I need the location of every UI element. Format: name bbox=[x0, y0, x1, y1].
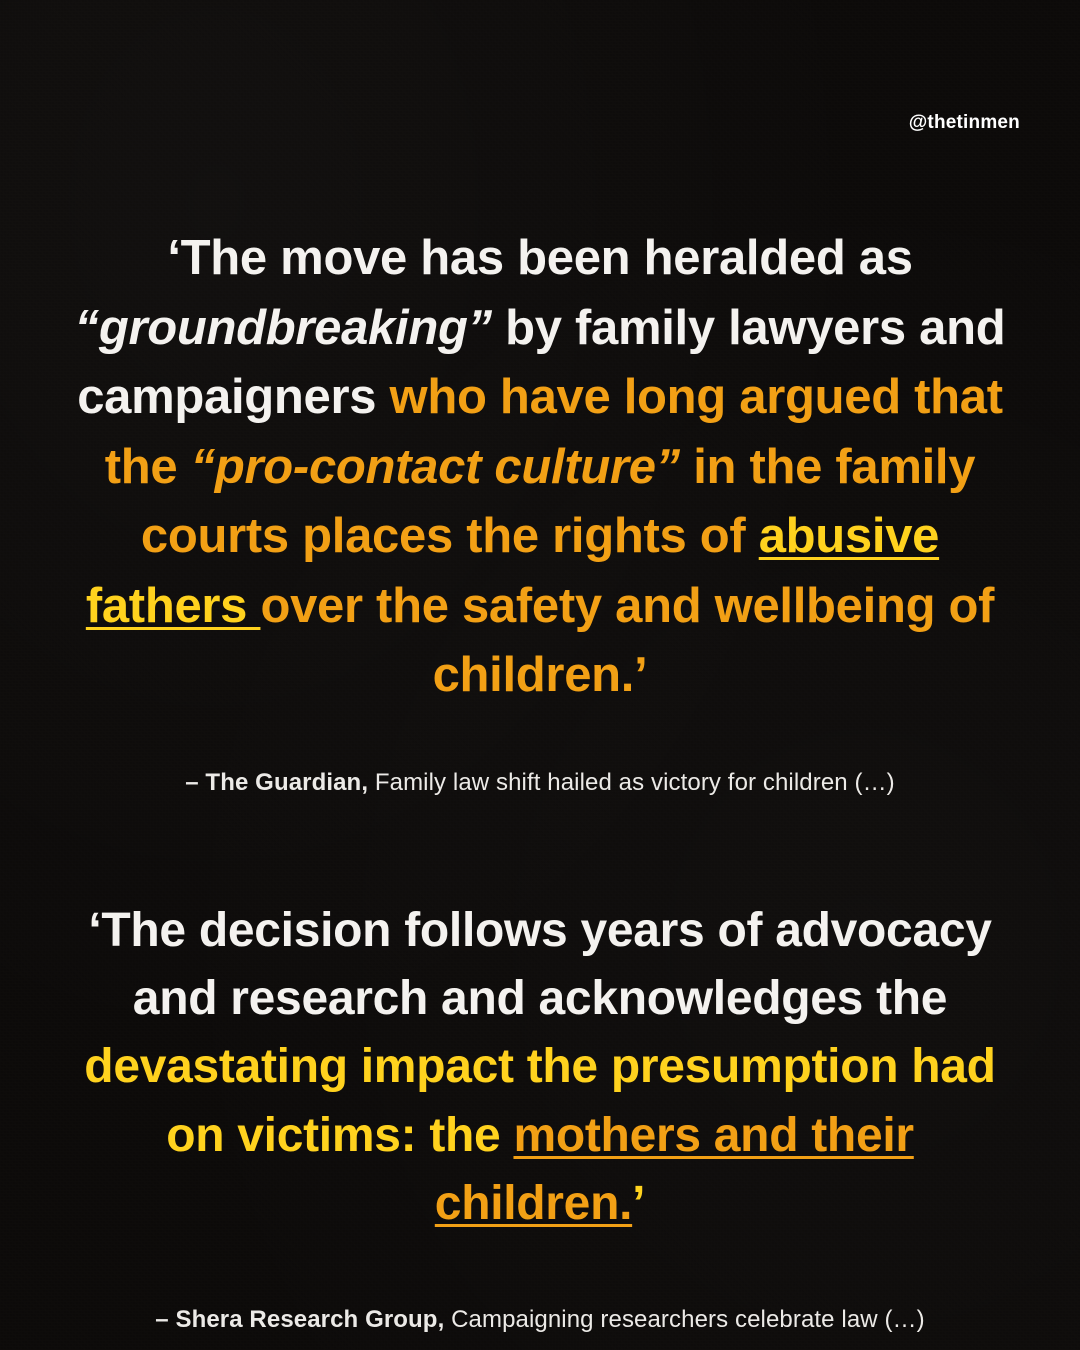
quote-segment: ’ bbox=[632, 1176, 646, 1230]
attribution-headline-shera: Campaigning researchers celebrate law (…) bbox=[444, 1305, 925, 1333]
quote-block-shera bbox=[60, 897, 1020, 1334]
quote-segment: ‘The decision follows years of advocacy and research and acknowledges the bbox=[88, 904, 992, 1026]
attribution-guardian bbox=[60, 769, 1020, 797]
quote-segment: over the safety and wellbeing of children.’ bbox=[260, 578, 995, 703]
quote-separator bbox=[60, 797, 1020, 897]
quotes-container bbox=[60, 224, 1020, 1334]
attribution-headline-guardian: Family law shift hailed as victory for children (…) bbox=[368, 769, 895, 797]
quote-segment: in the family courts places the rights of bbox=[140, 439, 976, 564]
attribution-source-shera: – Shera Research Group, bbox=[155, 1305, 445, 1333]
quote-segment: “pro-contact culture” bbox=[190, 439, 680, 494]
quote-block-guardian bbox=[60, 224, 1020, 797]
quote-segment: by family lawyers and campaigners bbox=[77, 300, 1006, 425]
account-handle: @thetinmen bbox=[908, 112, 1020, 133]
quote-text-guardian bbox=[60, 224, 1020, 711]
quote-segment: ‘The move has been heralded as bbox=[167, 231, 913, 285]
attribution-shera bbox=[60, 1306, 1020, 1334]
quote-segment: mothers and their children. bbox=[434, 1108, 914, 1230]
quote-segment: devastating impact the presumption had on victims: the bbox=[84, 1040, 996, 1162]
quote-text-shera bbox=[60, 897, 1020, 1238]
attribution-source-guardian: – The Guardian, bbox=[185, 769, 369, 797]
quote-segment: “groundbreaking” bbox=[74, 300, 492, 355]
quote-segment: who have long argued that the bbox=[104, 370, 1003, 494]
quote-segment: abusive fathers bbox=[85, 509, 940, 633]
